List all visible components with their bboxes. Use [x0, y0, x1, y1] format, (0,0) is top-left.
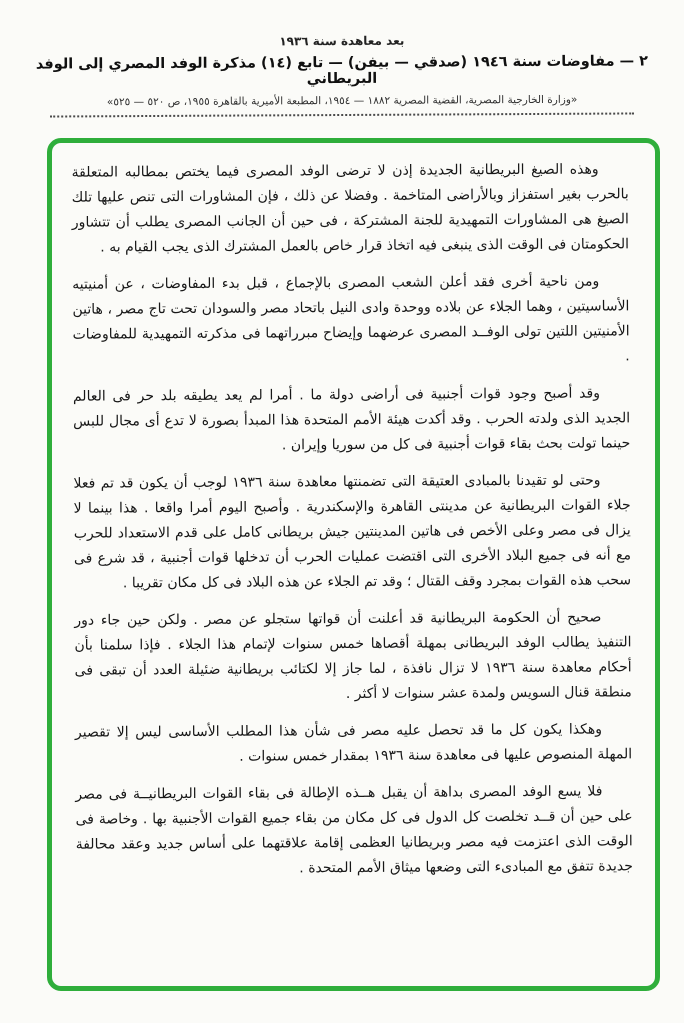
body-paragraph: وحتى لو تقيدنا بالمبادى العتيقة التى تضمنتها معاهدة سنة ١٩٣٦ لوجب أن يكون قد تم فعلا جلاء القوات البريطانية عن مدينتى القاهرة والإسكندرية . وأصبح اليوم أمرا واقعا . هذا بينما لا يزال فى مصر وعلى الأخص فى هاتين المدينتين جيش بريطانى كامل على قدم الاستعداد للحرب مع أنه فى جميع البلاد الأخرى التى اقتضت عمليات الحرب أن تدخلها قوات أجنبية ، قد شرع فى سحب هذه القوات بمجرد وقف القتال ؛ وقد تم الجلاء عن هذه البلاد فى كل مكان تقريبا . — [73, 472, 632, 592]
page-header — [0, 32, 684, 118]
highlight-rectangle — [47, 138, 660, 991]
body-paragraph: فلا يسع الوفد المصرى بداهة أن يقبل هــذه الإطالة فى بقاء القوات البريطانيــة فى مصر على حين أن قــد تخلصت كل الدول فى كل مكان من بقاء جميع القوات الأجنبية بها . وخاصة فى الوقت الذى اعتزمت فيه مصر وبريطانيا العظمى إقامة علاقتهما على أساس جديد وعقد محالفة جديدة تتفق مع المبادىء التى وضعها ميثاق الأمم المتحدة . — [75, 783, 633, 877]
source-citation: «وزارة الخارجية المصرية، القضية المصرية ١٨٨٢ — ١٩٥٤، المطبعة الأميرية بالقاهرة ١٩٥٥، ص ٥٢٠ — ٥٢٥» — [106, 93, 578, 109]
document-body — [72, 157, 634, 973]
page-title: ٢ — مفاوضات سنة ١٩٤٦ (صدقي — بيفن) — تابع (١٤) مذكرة الوفد المصري إلى الوفد البريطاني — [35, 53, 649, 88]
dotted-divider — [50, 112, 634, 117]
body-paragraph: وهكذا يكون كل ما قد تحصل عليه مصر فى شأن هذا المطلب الأساسى ليس إلا تقصير المهلة المنصوص عليها فى معاهدة سنة ١٩٣٦ بمقدار خمس سنوات . — [74, 721, 633, 765]
body-paragraph: وهذه الصيغ البريطانية الجديدة إذن لا ترضى الوفد المصرى فيما يختص بمطالبه المتعلقة بالحرب بغير استفزاز وبالأراضى المتاخمة . وفضلا عن ذلك ، فإن المشاورات التى تنص عليها تلك الصيغ هى المشاورات التمهيدية للجنة المشتركة ، فى حين أن الجانب المصرى يطلب أن تتشاور الحكومتان فى الوقت الذى ينبغى فيه اتخاذ قرار خاص بالعمل المشترك الذى يجب القيام به . — [71, 161, 630, 256]
body-paragraph: صحيح أن الحكومة البريطانية قد أعلنت أن قواتها ستجلو عن مصر . ولكن حين جاء دور التنفيذ يطالب الوفد البريطانى بمهلة أقصاها خمس سنوات لإتمام هذا الجلاء . فإذا سلمنا بأن أحكام معاهدة سنة ١٩٣٦ لا تزال نافذة ، لما جاز إلا لكتائب بريطانية ضئيلة العدد أن تبقى فى منطقة قنال السويس ولمدة عشر سنوات لا أكثر . — [74, 609, 632, 703]
running-head: بعد معاهدة سنة ١٩٣٦ — [279, 33, 405, 49]
body-paragraph: وقد أصبح وجود قوات أجنبية فى أراضى دولة ما . أمرا لم يعد يطيقه بلد حر فى العالم الجديد الذى ولدته الحرب . وقد أكدت هيئة الأمم المتحدة هذا المبدأ بصورة لا تدع أى مجال للبس حينما تولت بحث بقاء قوات أجنبية فى كل من سوريا وإيران . — [72, 385, 631, 454]
body-paragraph: ومن ناحية أخرى فقد أعلن الشعب المصرى بالإجماع ، قبل بدء المفاوضات ، عن أمنيتيه الأساسيتين ، وهما الجلاء عن بلاده ووحدة وادى النيل باتحاد مصر والسودان تحت تاج مصر ، هاتين الأمنيتين اللتين تولى الوفــد المصرى عرضهما وإيضاح مبرراتهما فى مذكرته التمهيدية للمفاوضات . — [72, 273, 630, 365]
